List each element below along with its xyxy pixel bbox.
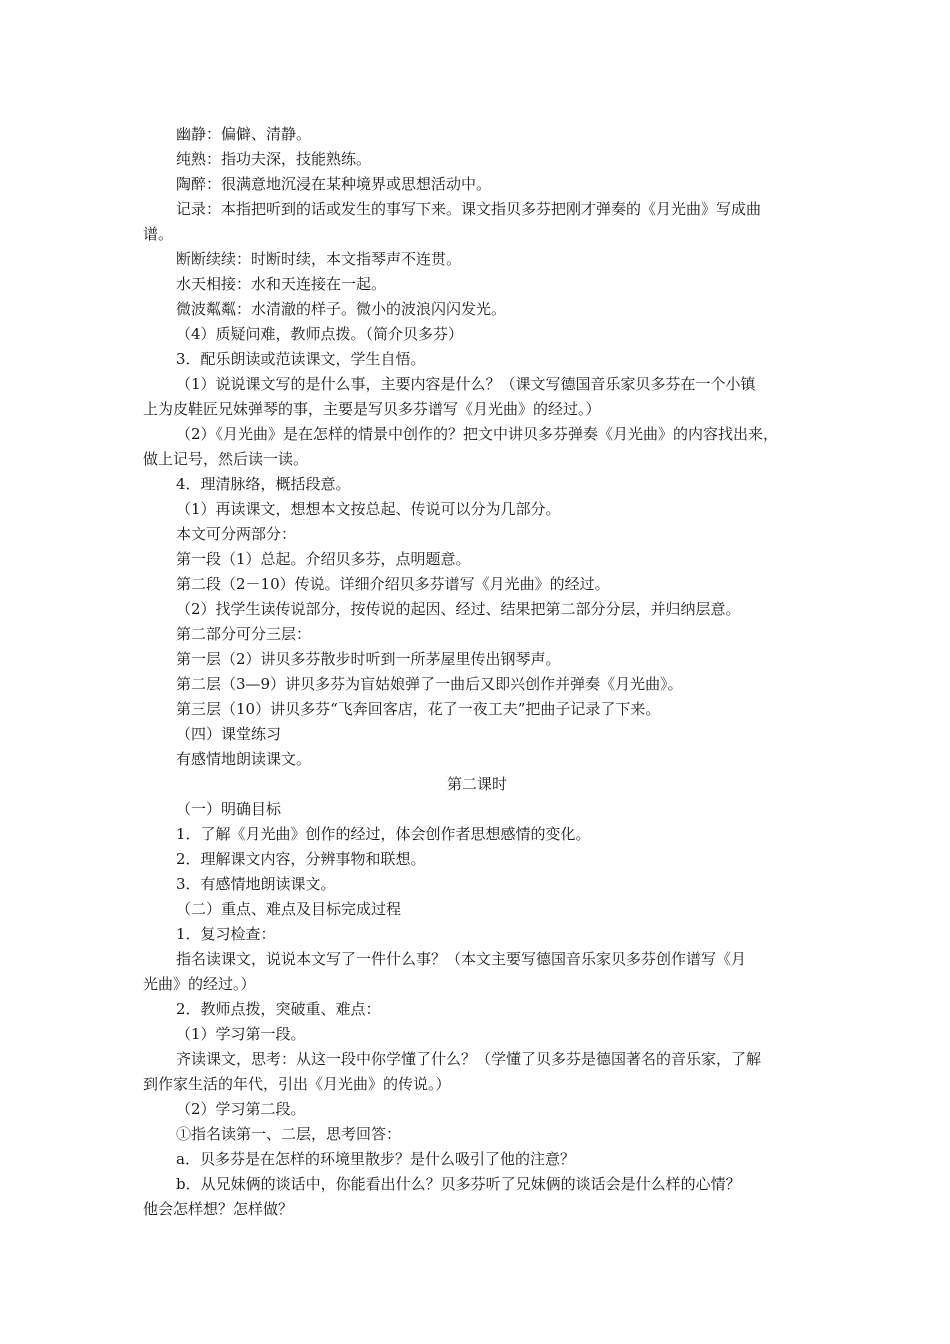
- text-line: 水天相接：水和天连接在一起。: [176, 275, 387, 293]
- text-line: （二）重点、难点及目标完成过程: [176, 900, 402, 918]
- text-line: 做上记号，然后读一读。: [143, 450, 309, 468]
- text-line: （2）学习第二段。: [176, 1100, 306, 1118]
- text-line: 第二段（2－10）传说。详细介绍贝多芬谱写《月光曲》的经过。: [176, 575, 610, 593]
- text-line: 指名读课文，说说本文写了一件什么事？（本文主要写德国音乐家贝多芬创作谱写《月: [176, 950, 747, 968]
- text-line: 2．教师点拨，突破重、难点：: [176, 1000, 381, 1018]
- text-line: （2）找学生读传说部分，按传说的起因、经过、结果把第二部分分层，并归纳层意。: [176, 600, 741, 618]
- text-line: 3．配乐朗读或范读课文，学生自悟。: [176, 350, 426, 368]
- text-line: 1．了解《月光曲》创作的经过，体会创作者思想感情的变化。: [176, 825, 591, 843]
- text-line: 纯熟：指功夫深，技能熟练。: [176, 150, 372, 168]
- text-line: 幽静：偏僻、清静。: [176, 125, 312, 143]
- text-line: 第三层（10）讲贝多芬“飞奔回客店，花了一夜工夫”把曲子记录了下来。: [176, 700, 661, 718]
- text-line: 他会怎样想？怎样做？: [143, 1200, 294, 1218]
- text-line: （1）学习第一段。: [176, 1025, 306, 1043]
- text-line: 记录：本指把听到的话或发生的事写下来。课文指贝多芬把刚才弹奏的《月光曲》写成曲: [176, 200, 762, 218]
- text-line: b．从兄妹俩的谈话中，你能看出什么？贝多芬听了兄妹俩的谈话会是什么样的心情？: [176, 1175, 741, 1193]
- text-line: 2．理解课文内容，分辨事物和联想。: [176, 850, 426, 868]
- text-line: 4．理清脉络，概括段意。: [176, 475, 351, 493]
- text-line: ①指名读第一、二层，思考回答：: [176, 1125, 402, 1143]
- document-page: [143, 122, 811, 1222]
- text-line: （1）说说课文写的是什么事，主要内容是什么？（课文写德国音乐家贝多芬在一个小镇: [176, 375, 756, 393]
- text-line: 3．有感情地朗读课文。: [176, 875, 336, 893]
- text-line: （一）明确目标: [176, 800, 282, 818]
- text-line: 1．复习检查：: [176, 925, 276, 943]
- text-line: 第二层（3—9）讲贝多芬为盲姑娘弹了一曲后又即兴创作并弹奏《月光曲》。: [176, 675, 683, 693]
- text-line: （四）课堂练习: [176, 725, 282, 743]
- text-line: （4）质疑问难，教师点拨。（简介贝多芬）: [176, 325, 464, 343]
- text-line: 第一段（1）总起。介绍贝多芬，点明题意。: [176, 550, 471, 568]
- text-line: 到作家生活的年代，引出《月光曲》的传说。）: [143, 1075, 451, 1093]
- text-line: 光曲》的经过。）: [143, 975, 256, 993]
- text-line: 有感情地朗读课文。: [176, 750, 312, 768]
- text-line: 齐读课文，思考：从这一段中你学懂了什么？（学懂了贝多芬是德国著名的音乐家，了解: [176, 1050, 762, 1068]
- text-line: 陶醉：很满意地沉浸在某种境界或思想活动中。: [176, 175, 492, 193]
- text-line: （2）《月光曲》是在怎样的情景中创作的？把文中讲贝多芬弹奏《月光曲》的内容找出来，: [176, 425, 779, 443]
- text-line: 第一层（2）讲贝多芬散步时听到一所茅屋里传出钢琴声。: [176, 650, 561, 668]
- text-line: 断断续续：时断时续，本文指琴声不连贯。: [176, 250, 462, 268]
- text-line: （1）再读课文，想想本文按总起、传说可以分为几部分。: [176, 500, 561, 518]
- section-heading: 第二课时: [446, 775, 507, 793]
- text-line: 谱。: [143, 225, 174, 243]
- text-line: a．贝多芬是在怎样的环境里散步？是什么吸引了他的注意？: [176, 1150, 575, 1168]
- text-line: 上为皮鞋匠兄妹弹琴的事，主要是写贝多芬谱写《月光曲》的经过。）: [143, 400, 601, 418]
- text-line: 微波粼粼：水清澈的样子。微小的波浪闪闪发光。: [176, 300, 507, 318]
- text-line: 第二部分可分三层：: [176, 625, 312, 643]
- text-line: 本文可分两部分：: [176, 525, 297, 543]
